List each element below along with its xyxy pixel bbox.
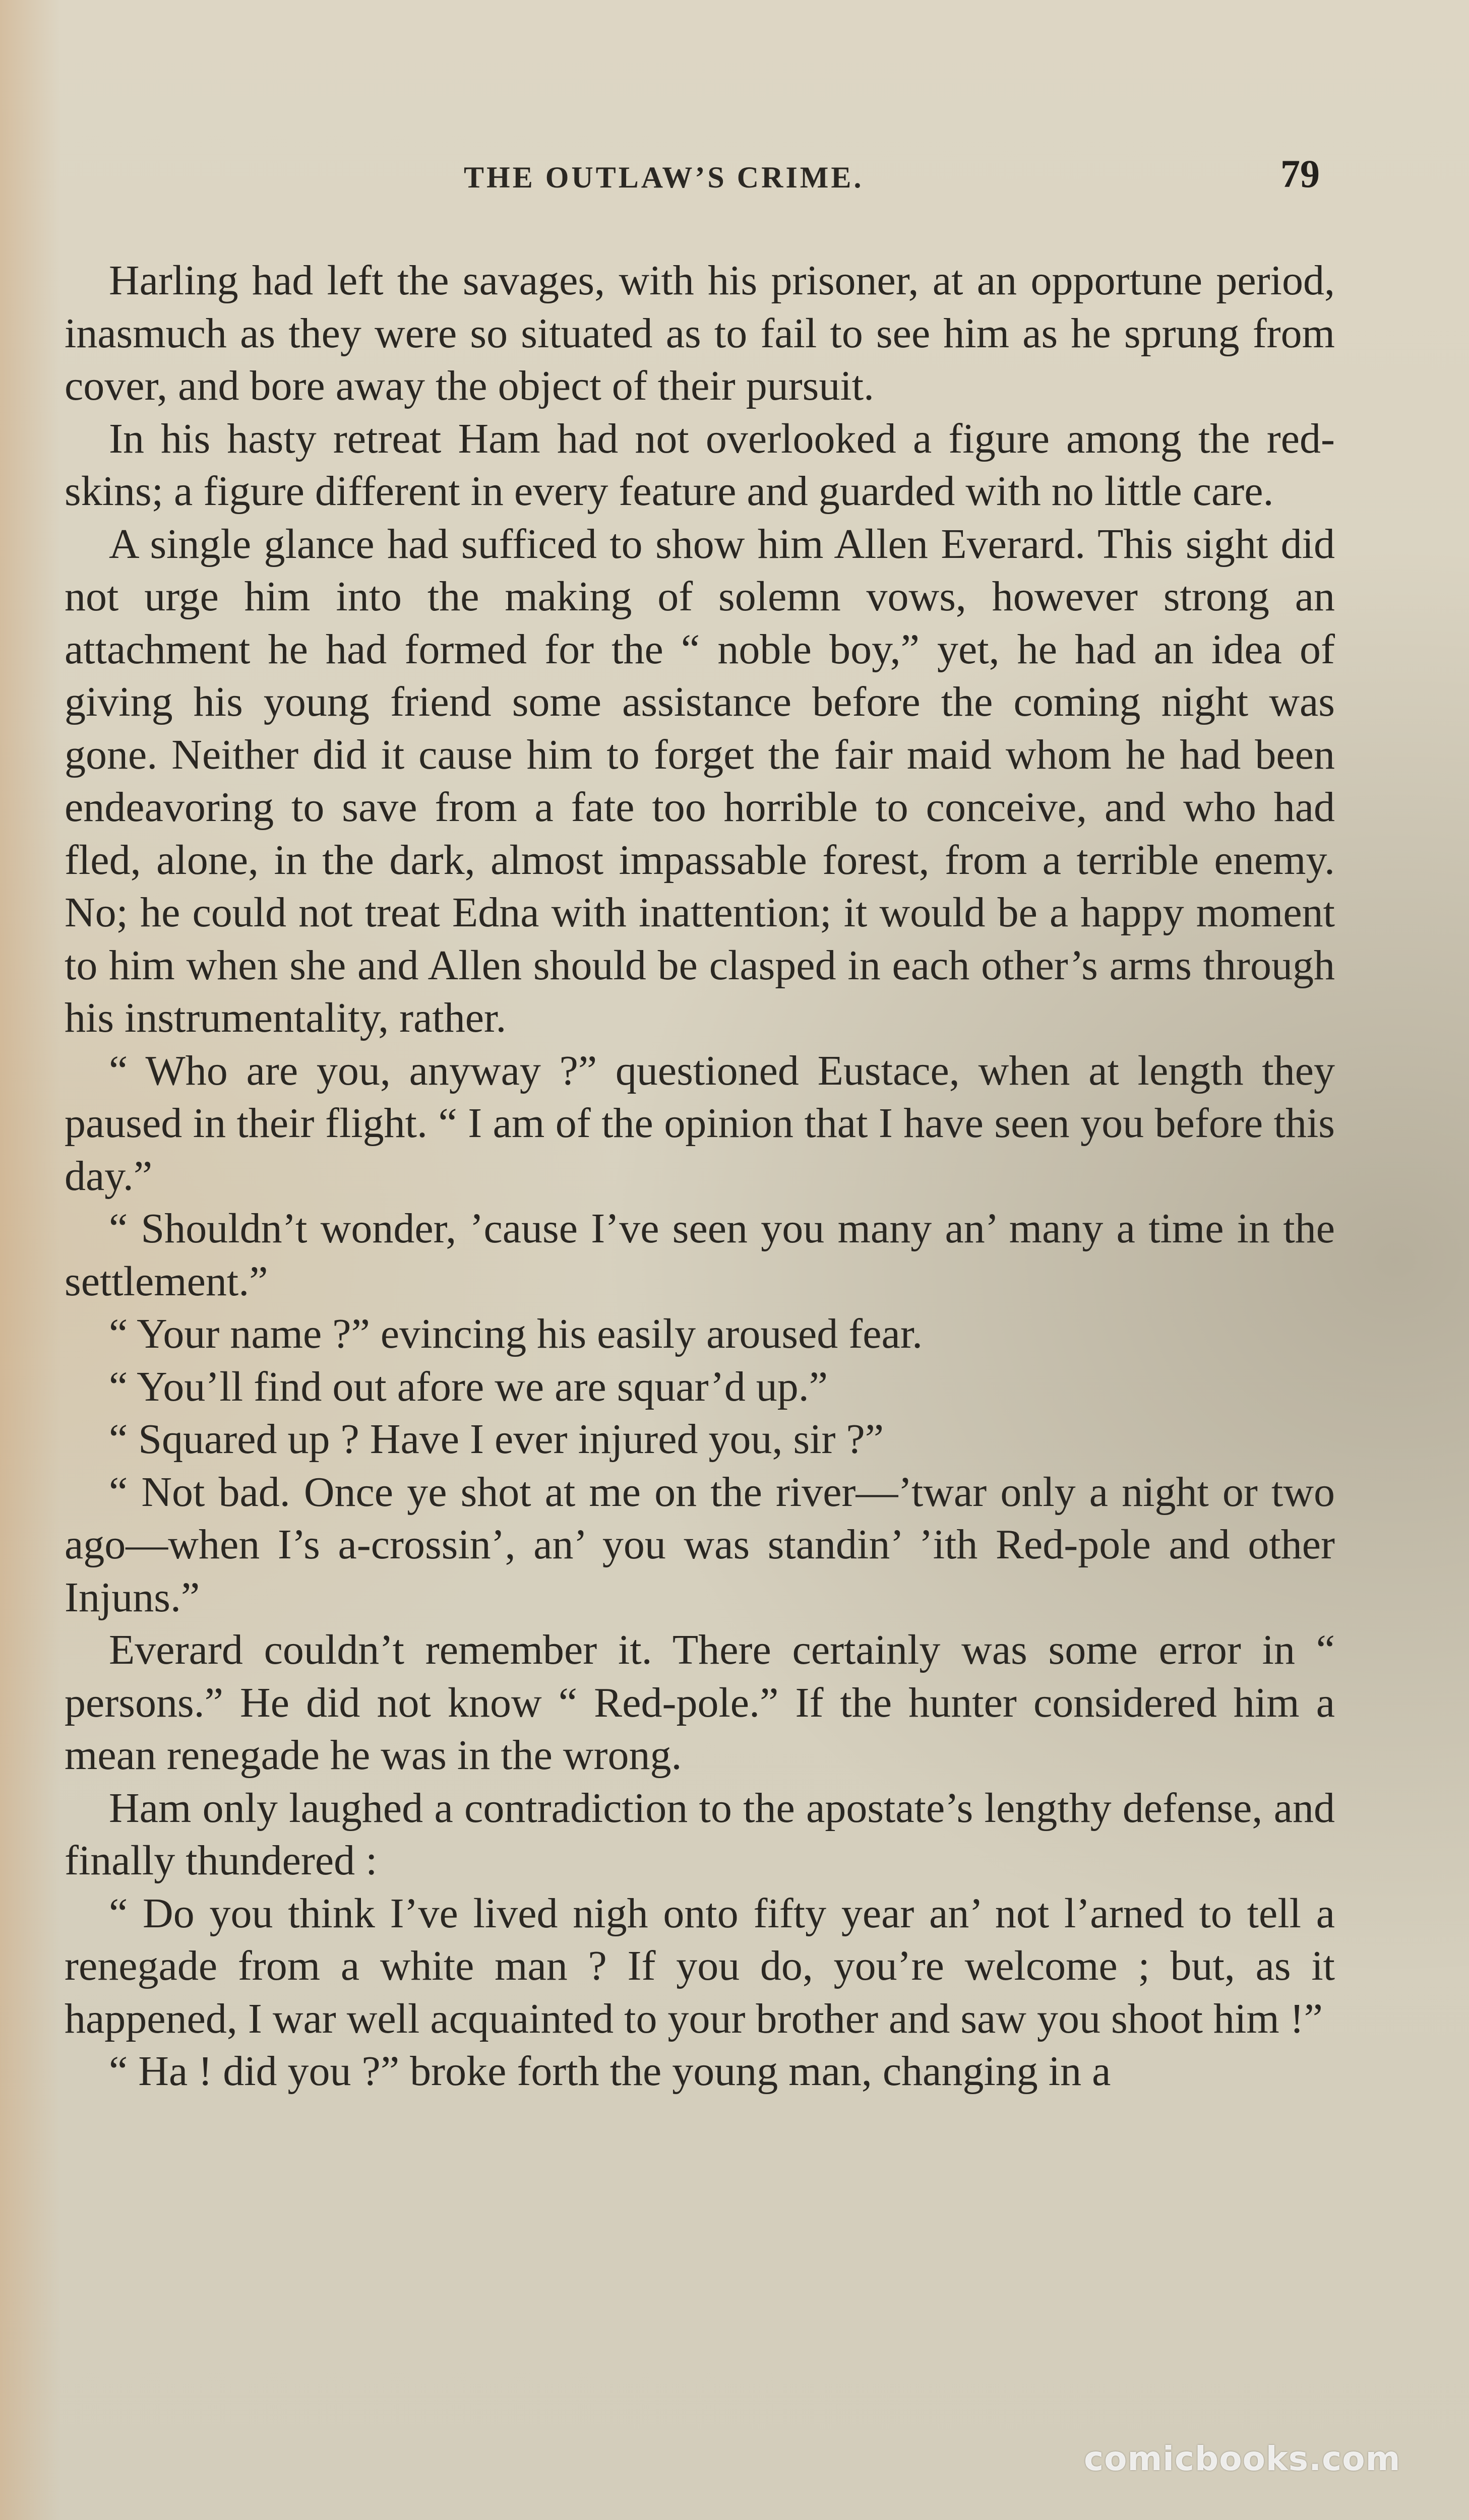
paragraph: “ Do you think I’ve lived nigh onto fifty year an’ not l’arned to tell a renegade from a white man ? If you do, you’re welcome ; but, as it happened, I war well acquainted to your brother and saw you shoot him !” <box>65 1889 1335 2042</box>
paragraph: “ Shouldn’t wonder, ’cause I’ve seen you many an’ many a time in the settlement.” <box>65 1205 1335 1305</box>
page-number: 79 <box>1280 152 1320 196</box>
running-header <box>0 151 1469 197</box>
paragraph: In his hasty retreat Ham had not overlooked a figure among the red-skins; a figure different in every feature and guarded with no little care. <box>65 415 1335 515</box>
paragraph: Ham only laughed a contradiction to the apostate’s lengthy defense, and finally thundered : <box>65 1784 1335 1884</box>
paragraph: “ Ha ! did you ?” broke forth the young man, changing in a <box>109 2048 1111 2095</box>
paragraph: “ Squared up ? Have I ever injured you, sir ?” <box>109 1416 884 1463</box>
paragraph: Everard couldn’t remember it. There certainly was some error in “ persons.” He did not know “ Red-pole.” If the hunter considered him a mean renegade he was in the wrong. <box>65 1626 1335 1779</box>
page-gutter-shadow <box>0 0 60 2520</box>
paragraph: “ Your name ?” evincing his easily aroused fear. <box>109 1310 923 1357</box>
body-text <box>65 255 1335 2098</box>
paragraph: “ Who are you, anyway ?” questioned Eustace, when at length they paused in their flight. “ I am of the opinion that I have seen you before this day.” <box>65 1047 1335 1200</box>
watermark-logo: comicbooks.com <box>1084 2439 1401 2478</box>
paragraph: Harling had left the savages, with his prisoner, at an opportune period, inasmuch as they were so situated as to fail to see him as he sprung from cover, and bore away the object of their pursuit. <box>65 257 1335 409</box>
paragraph: A single glance had sufficed to show him Allen Everard. This sight did not urge him into the making of solemn vows, however strong an attachment he had formed for the “ noble boy,” yet, he had an idea of giving his young friend some assistance before the coming night was gone. Neither did it cause him to forget the fair maid whom he had been endeavoring to save from a fate too horrible to conceive, and who had fled, alone, in the dark, almost impassable forest, from a terrible enemy. No; he could not treat Edna with inattention; it would be a happy moment to him when she and Allen should be clasped in each other’s arms through his instrumentality, rather. <box>65 520 1335 1041</box>
running-title: THE OUTLAW’S CRIME. <box>464 161 864 194</box>
paragraph: “ Not bad. Once ye shot at me on the river—’twar only a night or two ago—when I’s a-crossin’, an’ you was standin’ ’ith Red-pole and other Injuns.” <box>65 1468 1335 1621</box>
paragraph: “ You’ll find out afore we are squar’d up.” <box>109 1363 828 1410</box>
